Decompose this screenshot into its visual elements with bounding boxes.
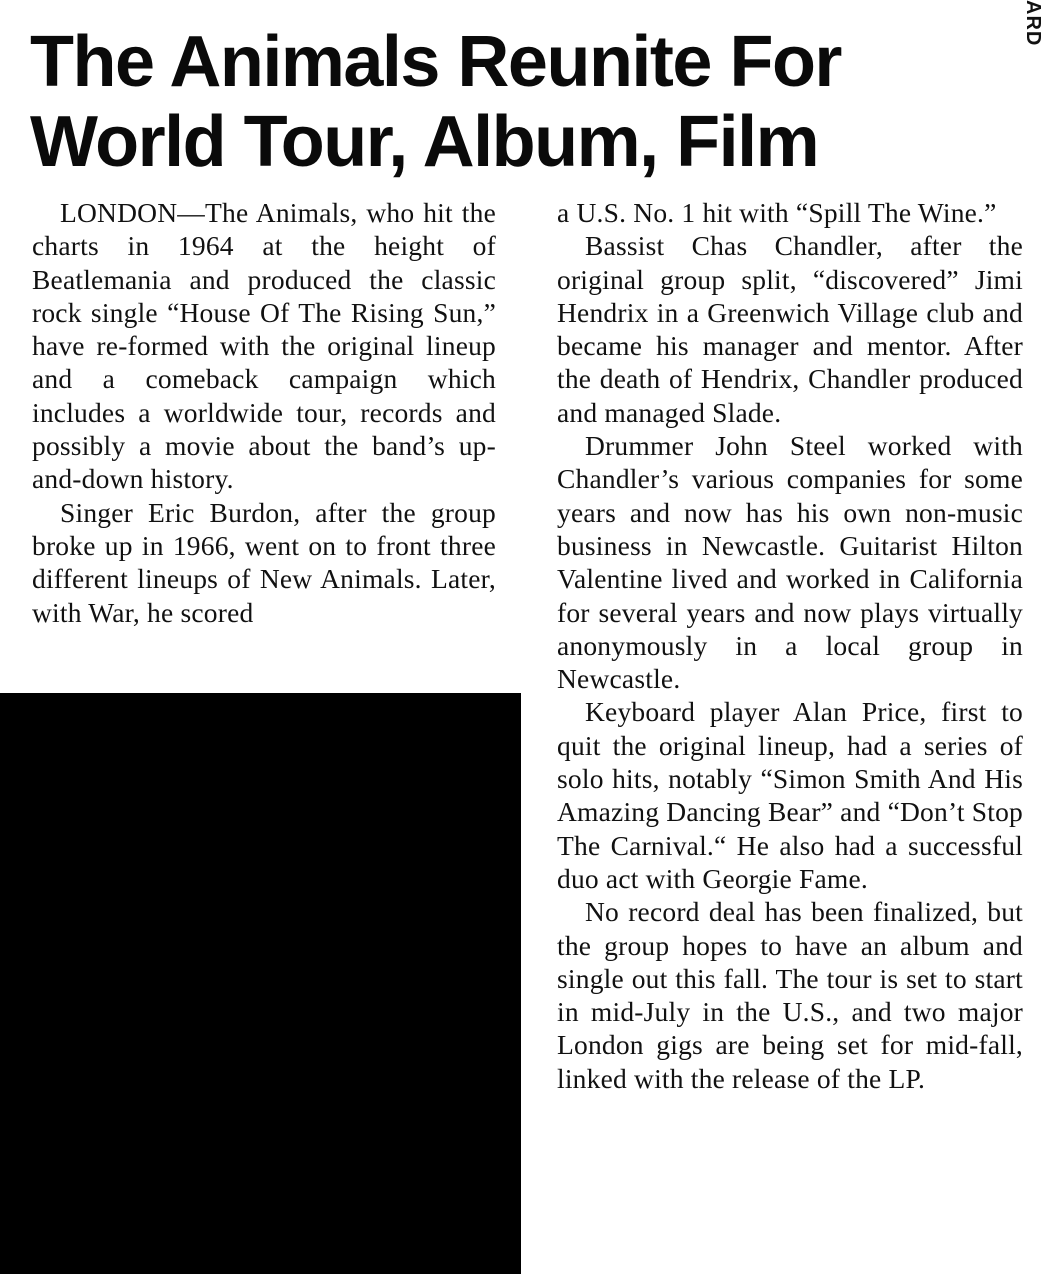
photo-placeholder xyxy=(0,693,521,1274)
paragraph-record-deal: No record deal has been finalized, but the group hopes to have an album and single out this fall. The tour is set to start in mid-July in the U.S., and two major London gigs are being set for mid-fall, linked with the release of the LP. xyxy=(557,896,1023,1094)
page-edge-fragment: ARD xyxy=(1022,0,1044,47)
paragraph-continued: a U.S. No. 1 hit with “Spill The Wine.” xyxy=(557,197,997,228)
paragraph-steel: Drummer John Steel worked with Chandler’s various companies for some years and now has his own non-music business in Newcastle. Guitarist Hilton Valentine lived and worked in California for several years and now plays virtually anonymously in a local group in Newcastle. xyxy=(557,430,1023,695)
paragraph-price: Keyboard player Alan Price, first to quit the original lineup, had a series of solo hits, notably “Simon Smith And His Amazing Dancing Bear” and “Don’t Stop The Carnival.“ He also had a successful duo act with Georgie Fame. xyxy=(557,696,1023,894)
paragraph-chandler: Bassist Chas Chandler, after the original group split, “discovered” Jimi Hendrix in a Greenwich Village club and became his manager and mentor. After the death of Hendrix, Chandler produced and managed Slade. xyxy=(557,230,1023,428)
paragraph-lead: LONDON—The Animals, who hit the charts in 1964 at the height of Beatlemania and produced the classic rock single “House Of The Rising Sun,” have re-formed with the original lineup and a comeback campaign which includes a worldwide tour, records and possibly a movie about the band’s up-and-down history. xyxy=(32,197,496,495)
article-column-left xyxy=(32,196,496,629)
article-headline xyxy=(30,22,990,182)
headline-line-1: The Animals Reunite For xyxy=(30,22,841,102)
article-column-right xyxy=(557,196,1023,1095)
paragraph-burdon: Singer Eric Burdon, after the group broke up in 1966, went on to front three different lineups of New Animals. Later, with War, he scored xyxy=(32,496,496,628)
headline-line-2: World Tour, Album, Film xyxy=(30,102,819,182)
